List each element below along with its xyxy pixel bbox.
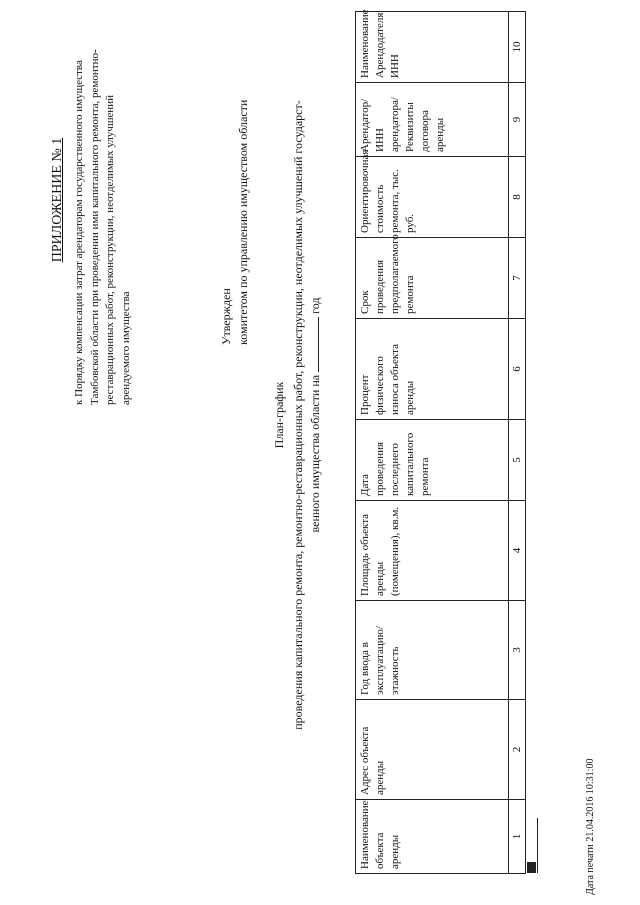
empty-cell <box>527 866 535 867</box>
header-cell: Арендатор/ ИНН арендатора/ Реквизиты договора аренды <box>356 83 509 157</box>
empty-cell <box>527 864 535 865</box>
header-cell: Наименование Арендодателя ИНН <box>356 12 509 83</box>
plan-table <box>355 11 538 874</box>
appendix-intro: к Порядку компенсации затрат арендаторам государственного имущества Тамбовской области при проведении ими капитального ремонта, ремонтно-реставрационных работ, реконструкции, неотделимых улучшений арендуемого имущества <box>73 49 132 405</box>
plan-subtitle-year: год <box>308 297 322 314</box>
print-date: Дата печати 21.04.2016 10:31:00 <box>585 758 596 895</box>
column-number: 5 <box>509 420 526 501</box>
plan-subtitle-line-2 <box>307 75 324 755</box>
column-number: 9 <box>509 83 526 157</box>
plan-subtitle <box>290 75 324 755</box>
column-number: 1 <box>509 800 526 874</box>
year-blank-field <box>308 317 319 372</box>
column-number: 4 <box>509 501 526 601</box>
header-cell: Ориентировочная стоимость ремонта, тыс. руб. <box>356 157 509 238</box>
column-number: 8 <box>509 157 526 238</box>
appendix-title: ПРИЛОЖЕНИЕ № 1 <box>50 137 65 263</box>
table-empty-row <box>527 819 538 874</box>
approval-line-1: Утвержден <box>219 288 233 345</box>
header-cell: Процент физического износа объекта аренды <box>356 319 509 420</box>
header-cell: Срок проведения предполагаемого ремонта <box>356 238 509 319</box>
empty-cell <box>527 872 535 873</box>
empty-cell <box>527 869 535 870</box>
approval-block <box>218 25 252 345</box>
empty-cell <box>527 867 535 868</box>
column-number: 6 <box>509 319 526 420</box>
header-cell: Наименование объекта аренды <box>356 800 509 874</box>
empty-cell <box>527 870 535 871</box>
header-cell: Площадь объекта аренды (помещения), кв.м. <box>356 501 509 601</box>
header-cell: Адрес объекта аренды <box>356 700 509 800</box>
column-number: 2 <box>509 700 526 800</box>
plan-subtitle-text: венного имущества области на <box>308 374 322 533</box>
header-cell: Дата проведения последнего капитального ремонта <box>356 420 509 501</box>
empty-cell <box>527 868 535 869</box>
plan-subtitle-line-1: проведения капитального ремонта, ремонтно-реставрационных работ, реконструкции, неотделимых улучшений государст- <box>291 100 305 730</box>
empty-cell <box>527 865 535 866</box>
table-header-row <box>356 12 509 874</box>
table-number-row <box>509 12 526 874</box>
column-number: 7 <box>509 238 526 319</box>
empty-cell <box>527 863 535 864</box>
column-number: 3 <box>509 601 526 700</box>
empty-cell <box>527 871 535 872</box>
approval-line-2: комитетом по управлению имуществом области <box>236 99 250 345</box>
column-number: 10 <box>509 12 526 83</box>
plan-title: План-график <box>272 381 286 449</box>
header-cell: Год ввода в эксплуатацию/ этажность <box>356 601 509 700</box>
